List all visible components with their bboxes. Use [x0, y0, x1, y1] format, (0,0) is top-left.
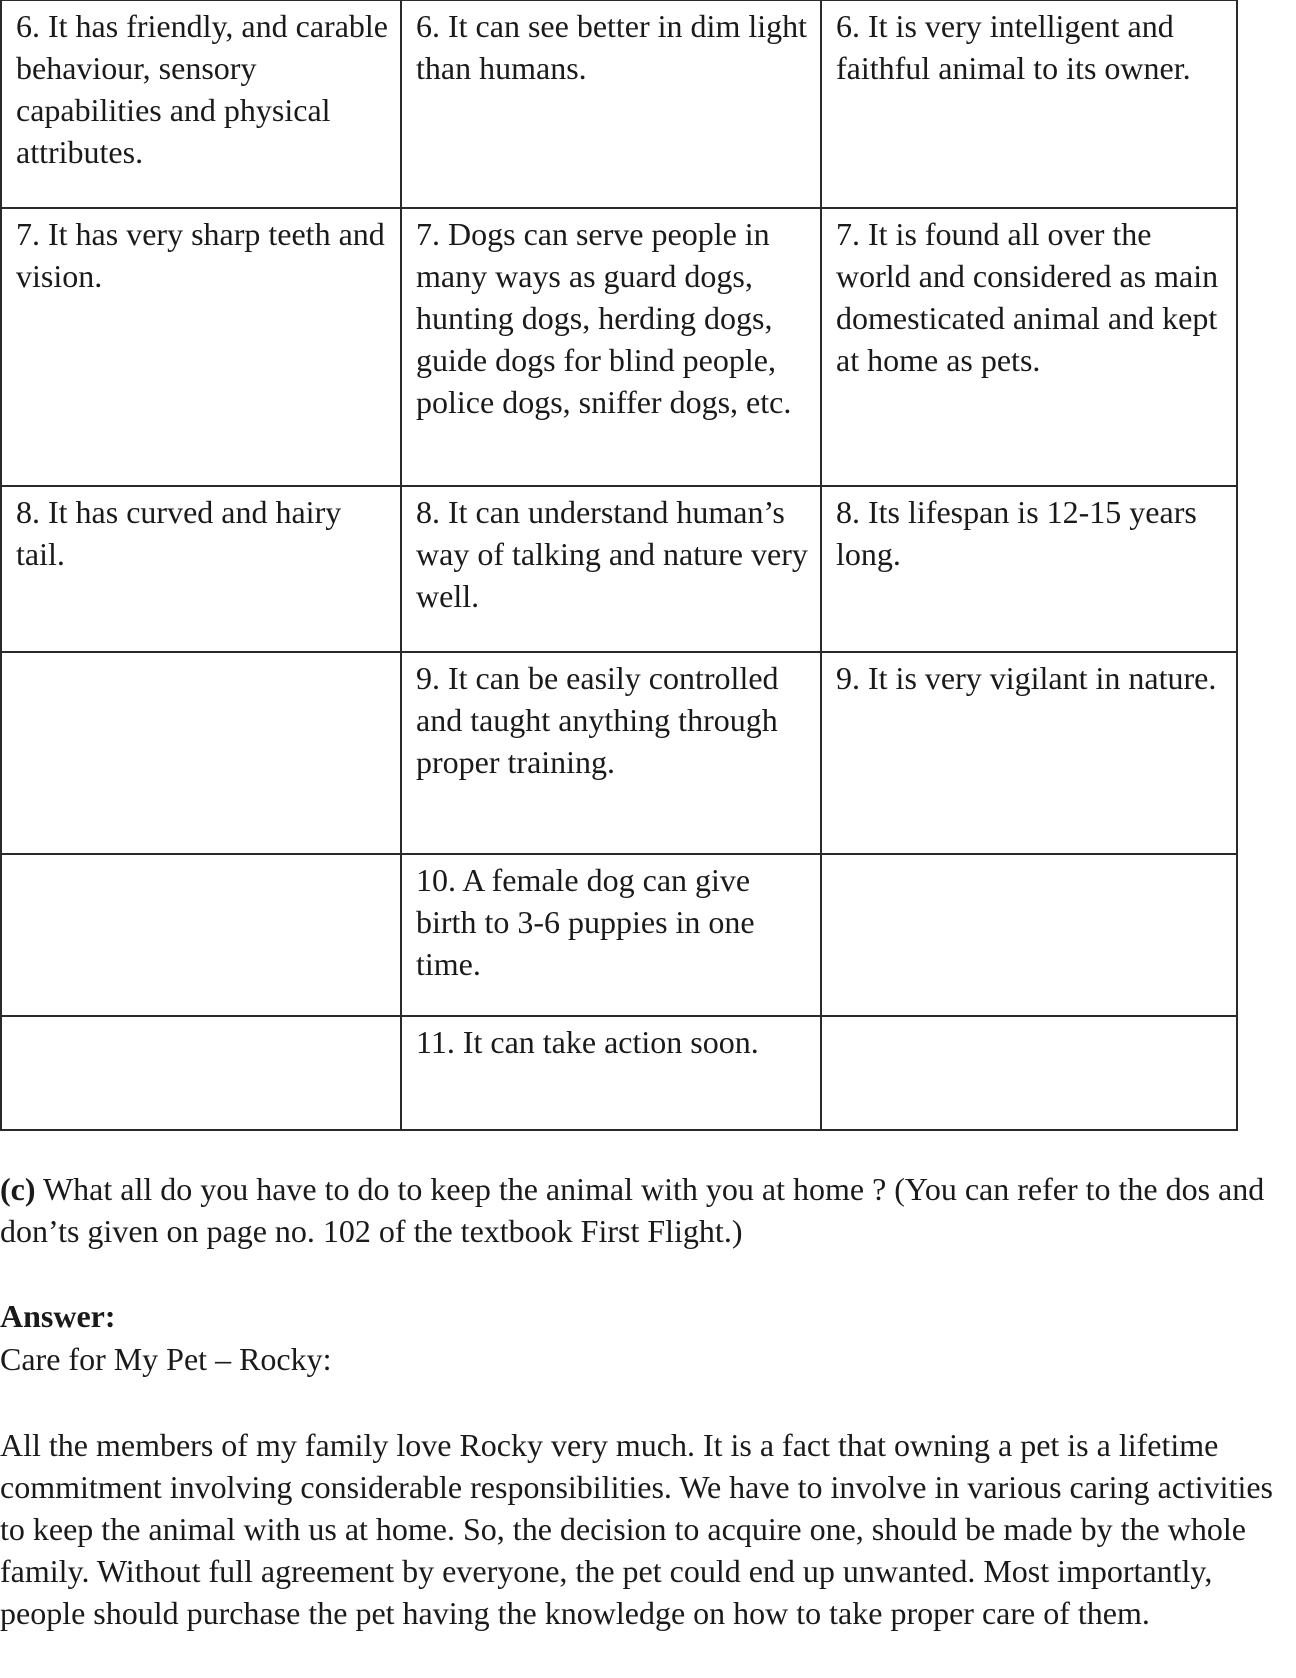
table-cell: 7. Dogs can serve people in many ways as guard dogs, hunting dogs, herding dogs, guide dogs for blind people, police dogs, sniffer dogs, etc. [401, 208, 821, 486]
table-row [1, 486, 1237, 652]
table-cell: 9. It is very vigilant in nature. [821, 652, 1237, 854]
table-row [1, 854, 1237, 1016]
table-cell-empty [1, 652, 401, 854]
table-cell-empty [1, 854, 401, 1016]
table-cell: 7. It has very sharp teeth and vision. [1, 208, 401, 486]
table-cell: 7. It is found all over the world and considered as main domesticated animal and kept at home as pets. [821, 208, 1237, 486]
table-cell-empty [1, 1016, 401, 1130]
table-row [1, 1, 1237, 209]
table-cell: 8. It has curved and hairy tail. [1, 486, 401, 652]
table-cell: 11. It can take action soon. [401, 1016, 821, 1130]
table-cell: 8. It can understand human’s way of talking and nature very well. [401, 486, 821, 652]
question-label: (c) [0, 1171, 36, 1207]
table-cell-empty [821, 1016, 1237, 1130]
answer-paragraph: All the members of my family love Rocky very much. It is a fact that owning a pet is a lifetime commitment involving considerable responsibilities. We have to involve in various caring activities to keep the animal with us at home. So, the decision to acquire one, should be made by the whole family. Without full agreement by everyone, the pet could end up unwanted. Most importantly, people should purchase the pet having the knowledge on how to take proper care of them. [0, 1427, 1273, 1631]
answer-title: Care for My Pet – Rocky: [0, 1341, 332, 1377]
answer-heading: Answer: [0, 1298, 116, 1334]
table-cell: 10. A female dog can give birth to 3-6 puppies in one time. [401, 854, 821, 1016]
table-cell: 9. It can be easily controlled and taught anything through proper training. [401, 652, 821, 854]
table-cell: 6. It has friendly, and carable behaviour, sensory capabilities and physical attributes. [1, 1, 401, 209]
table-cell-empty [821, 854, 1237, 1016]
table-row [1, 208, 1237, 486]
table-cell: 6. It can see better in dim light than humans. [401, 1, 821, 209]
question-c [0, 1168, 1290, 1252]
table-row [1, 652, 1237, 854]
table-row [1, 1016, 1237, 1130]
table-cell: 6. It is very intelligent and faithful animal to its owner. [821, 1, 1237, 209]
question-text: What all do you have to do to keep the animal with you at home ? (You can refer to the dos and don’ts given on page no. 102 of the textbook First Flight.) [0, 1171, 1265, 1249]
table-cell: 8. Its lifespan is 12-15 years long. [821, 486, 1237, 652]
